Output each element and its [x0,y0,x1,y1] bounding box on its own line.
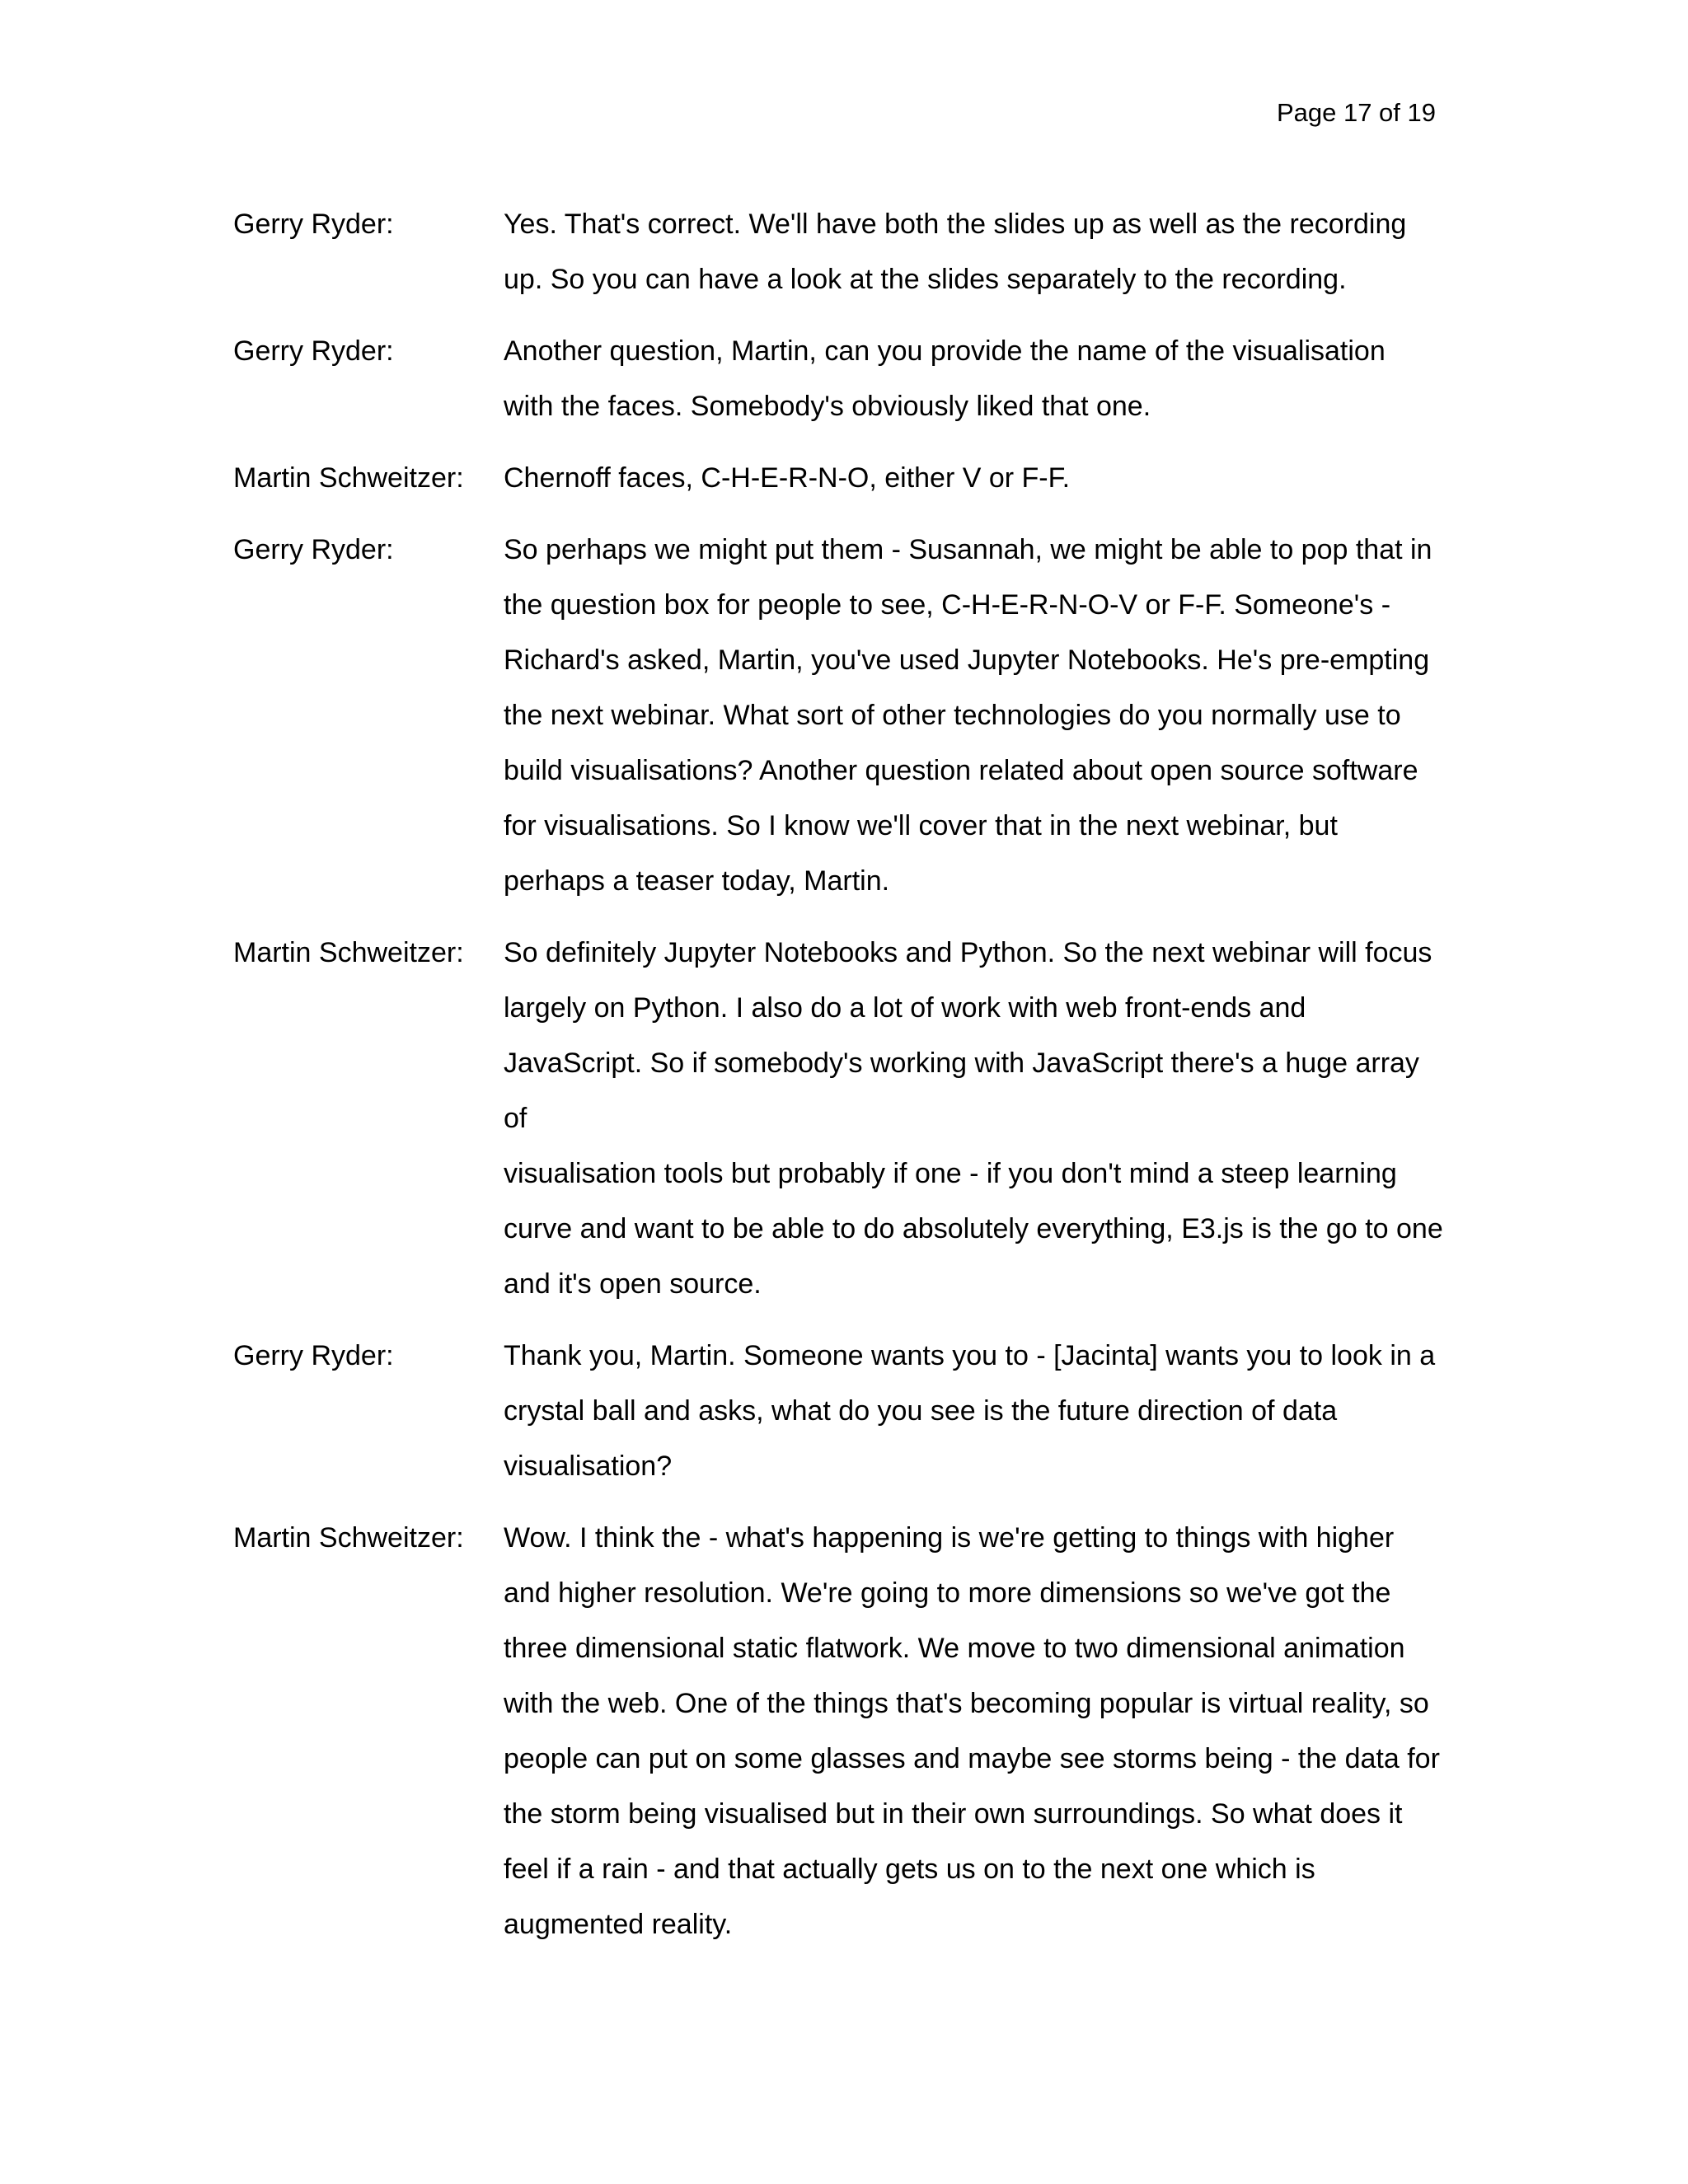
utterance-text: Yes. That's correct. We'll have both the slides up as well as the recording up. So you can have a look at the slides separately to the recording. [504,209,1407,295]
transcript-entry [233,523,1445,909]
transcript-entry [233,1329,1445,1494]
utterance-text: Wow. I think the - what's happening is we're getting to things with higher and higher resolution. We're going to more dimensions so we've got the three dimensional static flatwork. We move to two dimensional animation with the web. One of the things that's becoming popular is virtual reality, so people can put on some glasses and maybe see storms being - the data for the storm being visualised but in their own surroundings. So what does it feel if a rain - and that actually gets us on to the next one which is augmented reality. [504,1522,1440,1940]
utterance-text: Another question, Martin, can you provide the name of the visualisation with the faces. Somebody's obviously liked that one. [504,335,1386,422]
speaker-name: Gerry Ryder: [233,1340,394,1371]
transcript-entry [233,451,1445,506]
transcript-entry [233,324,1445,434]
speaker-name: Gerry Ryder: [233,209,394,240]
speaker-name: Martin Schweitzer: [233,937,464,968]
transcript-entry [233,197,1445,307]
utterance-text: So definitely Jupyter Notebooks and Python. So the next webinar will focus largely on Python. I also do a lot of work with web front-ends and JavaScript. So if somebody's working with JavaScript there's a huge array of visualisation tools but probably if one - if you don't mind a steep learning curve and want to be able to do absolutely everything, E3.js is the go to one and it's open source. [504,937,1443,1300]
utterance-text: Chernoff faces, C-H-E-R-N-O, either V or F-F. [504,462,1071,494]
page-number: Page 17 of 19 [1276,98,1436,127]
transcript [233,197,1445,1969]
utterance-text: Thank you, Martin. Someone wants you to - [Jacinta] wants you to look in a crystal ball and asks, what do you see is the future direction of data visualisation? [504,1340,1436,1482]
transcript-entry [233,1511,1445,1952]
speaker-name: Martin Schweitzer: [233,1522,464,1554]
utterance-text: So perhaps we might put them - Susannah, we might be able to pop that in the question box for people to see, C-H-E-R-N-O-V or F-F. Someone's - Richard's asked, Martin, you've used Jupyter Notebooks. He's pre-empting the next webinar. What sort of other technologies do you normally use to build visualisations? Another question related about open source software for visualisations. So I know we'll cover that in the next webinar, but perhaps a teaser today, Martin. [504,534,1432,897]
speaker-name: Gerry Ryder: [233,534,394,565]
speaker-name: Gerry Ryder: [233,335,394,367]
speaker-name: Martin Schweitzer: [233,462,464,494]
transcript-entry [233,926,1445,1312]
